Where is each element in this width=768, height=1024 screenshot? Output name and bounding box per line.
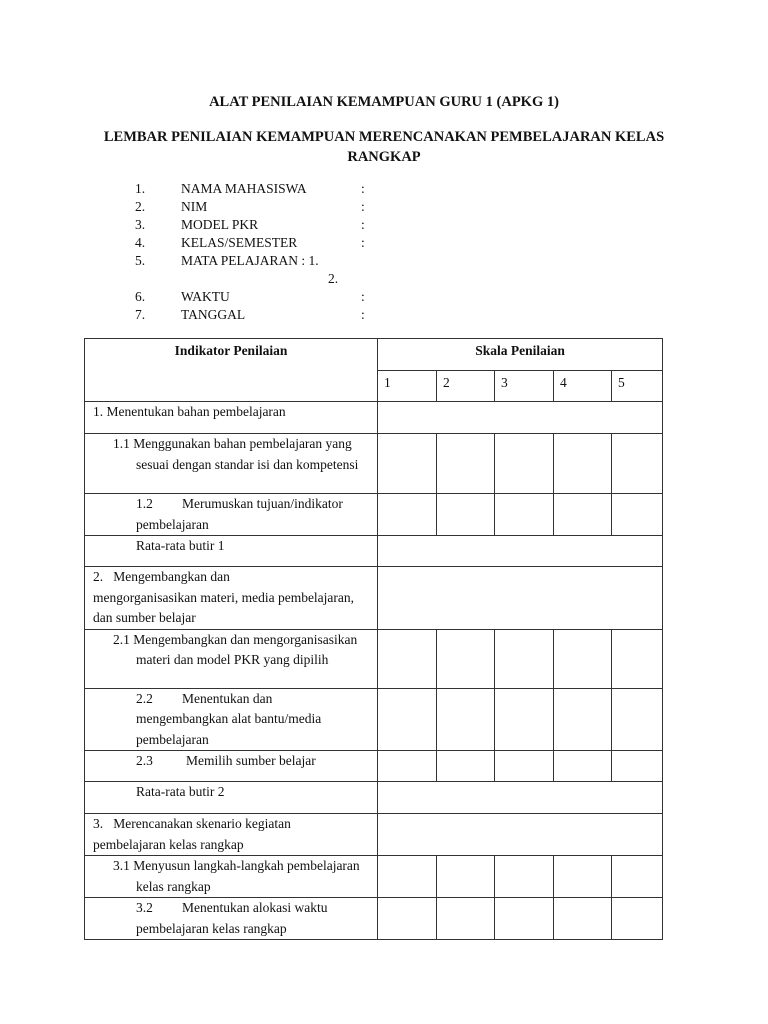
scale-2: 2: [437, 371, 495, 402]
score-cell[interactable]: [554, 856, 612, 898]
identity-number: 7.: [135, 307, 146, 322]
section-number: 3.: [93, 816, 104, 831]
identity-colon: :: [361, 307, 365, 322]
score-cell[interactable]: [612, 856, 663, 898]
item-2-3: [85, 751, 378, 782]
section-3-label: [85, 814, 378, 856]
section-text-cont: mengorganisasikan materi, media pembelajaran, dan sumber belajar: [93, 589, 355, 625]
scale-1: 1: [378, 371, 437, 402]
item-3-2: [85, 898, 378, 940]
score-cell[interactable]: [495, 751, 554, 782]
score-cell[interactable]: [437, 898, 495, 940]
scale-header: Skala Penilaian: [378, 339, 663, 371]
identity-label: MODEL PKR: [181, 217, 259, 232]
score-cell[interactable]: [612, 751, 663, 782]
score-cell[interactable]: [612, 898, 663, 940]
item-text: Menentukan dan: [182, 690, 273, 706]
identity-subnumber: 2.: [328, 271, 339, 286]
identity-label: KELAS/SEMESTER: [181, 235, 298, 250]
score-cell[interactable]: [437, 751, 495, 782]
item-number: 3.1: [113, 858, 130, 873]
document-subtitle: [0, 127, 768, 167]
average-1: Rata-rata butir 1: [85, 536, 378, 567]
identity-colon: :: [361, 217, 365, 232]
scale-3: 3: [495, 371, 554, 402]
assessment-table: [84, 338, 663, 940]
item-number: 3.2: [136, 900, 153, 915]
score-cell[interactable]: [437, 856, 495, 898]
item-number: 2.2: [136, 690, 153, 706]
identity-label: NAMA MAHASISWA: [181, 181, 307, 196]
score-cell[interactable]: [612, 434, 663, 494]
score-cell[interactable]: [495, 898, 554, 940]
section-number: 2.: [93, 569, 104, 584]
document-title: ALAT PENILAIAN KEMAMPUAN GURU 1 (APKG 1): [209, 94, 559, 110]
item-2-2: [85, 688, 378, 751]
table-row: [85, 494, 663, 536]
score-cell[interactable]: [378, 688, 437, 751]
scale-5: 5: [612, 371, 663, 402]
table-row: [85, 782, 663, 814]
score-cell[interactable]: [554, 494, 612, 536]
score-cell[interactable]: [612, 629, 663, 688]
item-text: Menggunakan bahan pembelajaran yang sesuai dengan standar isi dan kompetensi: [133, 436, 359, 472]
identity-number: 6.: [135, 289, 146, 304]
identity-colon: :: [361, 199, 365, 214]
score-cell[interactable]: [495, 434, 554, 494]
scale-4: 4: [554, 371, 612, 402]
identity-number: 2.: [135, 199, 146, 214]
table-row: [85, 751, 663, 782]
section-text: Mengembangkan dan: [113, 569, 230, 584]
score-cell[interactable]: [378, 856, 437, 898]
score-cell[interactable]: [612, 688, 663, 751]
identity-colon: :: [361, 289, 365, 304]
score-cell[interactable]: [612, 494, 663, 536]
subtitle-line-2: RANGKAP: [347, 149, 421, 165]
item-text: Menyusun langkah-langkah pembelajaran kelas rangkap: [133, 858, 360, 894]
score-cell[interactable]: [495, 494, 554, 536]
identity-number: 1.: [135, 181, 146, 196]
item-1-1: [85, 434, 378, 494]
identity-number: 4.: [135, 235, 146, 250]
subtitle-line-1: LEMBAR PENILAIAN KEMAMPUAN MERENCANAKAN PEMBELAJARAN KELAS: [103, 129, 665, 145]
indicator-header: Indikator Penilaian: [85, 339, 378, 402]
score-cell[interactable]: [378, 629, 437, 688]
item-number: 2.3: [136, 753, 153, 768]
item-text-cont: pembelajaran: [136, 516, 209, 532]
score-cell[interactable]: [437, 688, 495, 751]
item-number: 2.1: [113, 631, 130, 647]
item-text: Merumuskan tujuan/indikator: [182, 496, 343, 511]
item-number: 1.1: [113, 436, 130, 451]
score-cell[interactable]: [378, 898, 437, 940]
identity-label: MATA PELAJARAN : 1.: [181, 253, 319, 268]
item-text-cont: mengembangkan alat bantu/media pembelajaran: [136, 711, 322, 747]
table-row: [85, 629, 663, 688]
table-row: [85, 402, 663, 434]
average-2-value[interactable]: [378, 782, 663, 814]
score-cell[interactable]: [554, 629, 612, 688]
identity-number: 5.: [135, 253, 146, 268]
table-row: [85, 898, 663, 940]
average-1-value[interactable]: [378, 536, 663, 567]
identity-label: NIM: [181, 199, 208, 214]
item-text-cont: pembelajaran kelas rangkap: [136, 920, 287, 936]
table-row: [85, 688, 663, 751]
table-row: [85, 856, 663, 898]
score-cell[interactable]: [554, 751, 612, 782]
section-merged-cell: [378, 814, 663, 856]
identity-colon: :: [361, 181, 365, 196]
item-3-1: [85, 856, 378, 898]
score-cell[interactable]: [554, 688, 612, 751]
score-cell[interactable]: [437, 629, 495, 688]
identity-label: WAKTU: [181, 289, 230, 304]
section-merged-cell: [378, 567, 663, 630]
item-2-1: [85, 629, 378, 688]
section-text: Merencanakan skenario kegiatan: [113, 816, 291, 831]
score-cell[interactable]: [378, 434, 437, 494]
score-cell[interactable]: [495, 629, 554, 688]
score-cell[interactable]: [378, 751, 437, 782]
table-row: [85, 434, 663, 494]
table-row: [85, 567, 663, 630]
section-1-label: 1. Menentukan bahan pembelajaran: [85, 402, 378, 434]
identity-colon: :: [361, 235, 365, 250]
score-cell[interactable]: [378, 494, 437, 536]
section-merged-cell: [378, 402, 663, 434]
item-1-2: [85, 494, 378, 536]
score-cell[interactable]: [495, 688, 554, 751]
score-cell[interactable]: [437, 494, 495, 536]
identity-number: 3.: [135, 217, 146, 232]
item-text: Mengembangkan dan mengorganisasikan materi dan model PKR yang dipilih: [133, 631, 358, 667]
score-cell[interactable]: [437, 434, 495, 494]
identity-label: TANGGAL: [181, 307, 246, 322]
score-cell[interactable]: [554, 434, 612, 494]
score-cell[interactable]: [495, 856, 554, 898]
item-text: Menentukan alokasi waktu: [182, 900, 328, 915]
score-cell[interactable]: [554, 898, 612, 940]
section-text-cont: pembelajaran kelas rangkap: [93, 836, 244, 852]
average-2: Rata-rata butir 2: [85, 782, 378, 814]
table-row: [85, 814, 663, 856]
section-2-label: [85, 567, 378, 630]
item-text: Memilih sumber belajar: [186, 753, 316, 768]
table-row: [85, 536, 663, 567]
item-number: 1.2: [136, 496, 153, 511]
